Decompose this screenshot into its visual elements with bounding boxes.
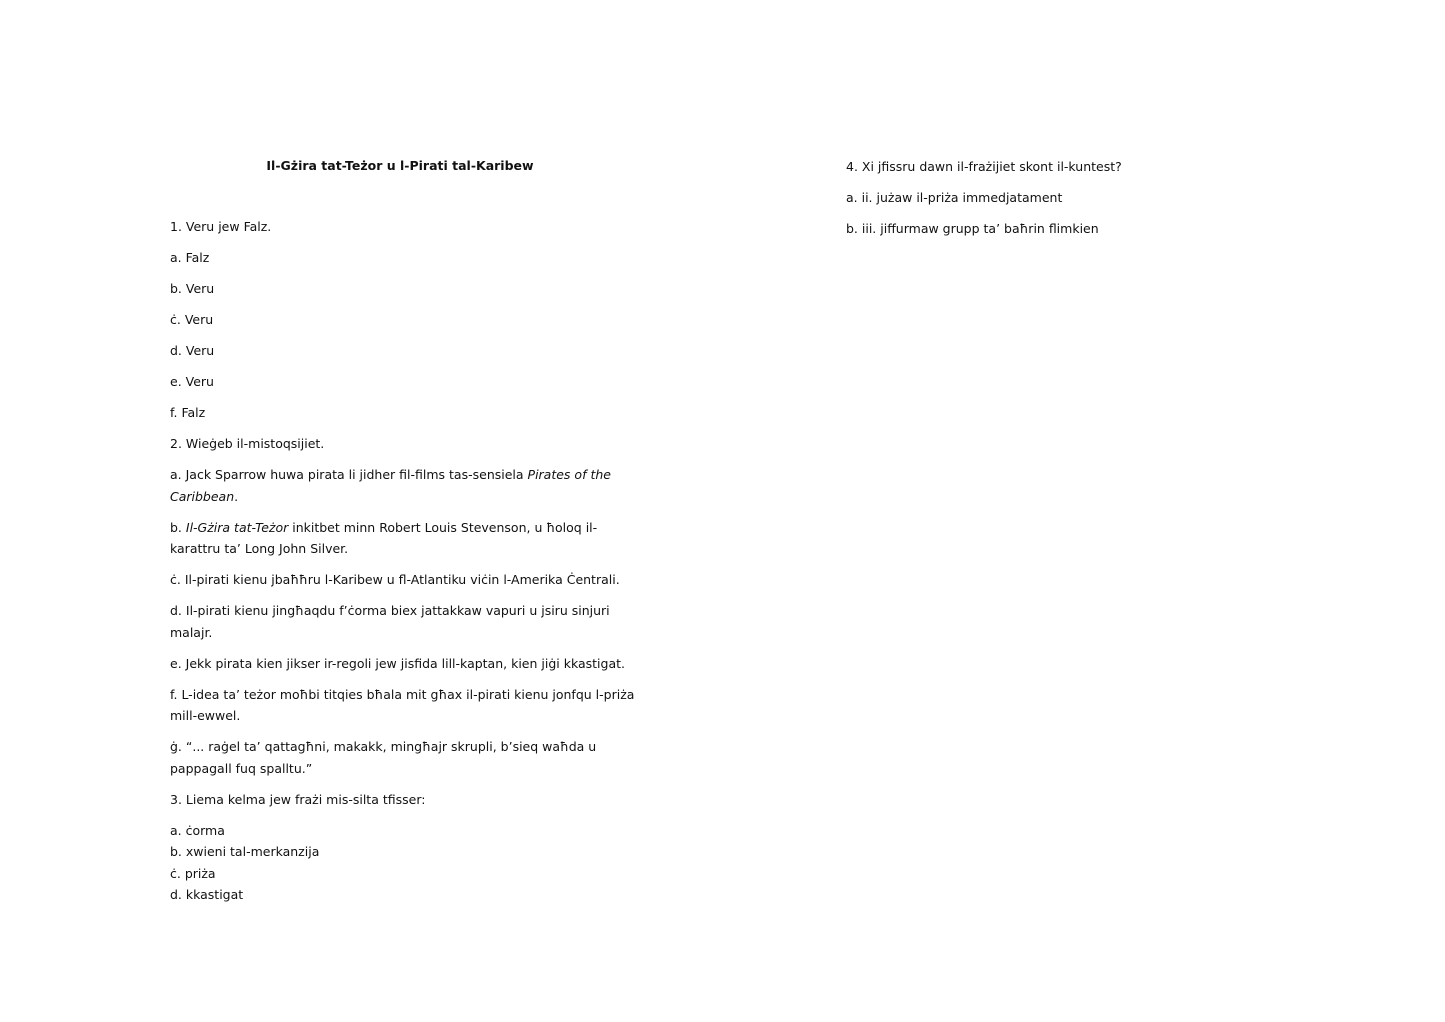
answer-2b [170,517,640,560]
answer-2b-prefix: b. [170,519,186,535]
answer-1e: e. Veru [170,374,214,389]
item-3b: b. xwieni tal-merkanzija [170,844,320,859]
answer-1a: a. Falz [170,250,210,265]
answer-2d: d. Il-pirati kienu jingħaqdu f’ċorma biex jattakkaw vapuri u jsiru sinjuri malajr. [170,603,610,640]
section-3 [170,789,640,906]
answer-2a-end: . [234,488,239,504]
question-4: 4. Xi jfissru dawn il-frażijiet skont il-kuntest? [846,159,1122,174]
question-2: 2. Wieġeb il-mistoqsijiet. [170,436,325,451]
answer-1f: f. Falz [170,405,206,420]
item-3c: ċ. priża [170,865,216,881]
answer-2a [170,464,640,507]
question-3: 3. Liema kelma jew frażi mis-silta tfisser: [170,791,426,807]
answer-2b-italic: Il-Gżira tat-Teżor [185,519,289,535]
answer-1c: ċ. Veru [170,312,214,327]
answer-2f: f. L-idea ta’ teżor moħbi titqies bħala mit għax il-pirati kienu jonfqu l-priża mill-ewwel. [170,686,635,723]
section-2 [170,433,640,779]
answer-2c: ċ. Il-pirati kienu jbaħħru l-Karibew u fl-Atlantiku viċin l-Amerika Ċentrali. [170,572,620,587]
item-3d: d. kkastigat [170,887,244,902]
document-title: Il-Gżira tat-Teżor u l-Pirati tal-Karibew [266,158,534,173]
answer-2a-italic: Pirates of the Caribbean [170,467,611,504]
item-3a: a. ċorma [170,822,225,838]
left-column [170,156,640,906]
answer-4a: a. ii. jużaw il-priża immedjatament [846,190,1063,205]
section-1 [170,216,640,424]
answer-2g: ġ. “... raġel ta’ qattagħni, makakk, mingħajr skrupli, b’sieq waħda u pappagall fuq spalltu.” [170,739,597,776]
answer-1b: b. Veru [170,281,215,296]
answer-2e: e. Jekk pirata kien jikser ir-regoli jew jisfida lill-kaptan, kien jiġi kkastigat. [170,655,625,671]
question-1: 1. Veru jew Falz. [170,219,272,234]
answer-2b-text: inkitbet minn Robert Louis Stevenson, u ħoloq il-karattru ta’ Long John Silver. [170,519,598,556]
section-4 [846,156,1326,240]
answer-1d: d. Veru [170,343,215,358]
answer-2a-text: a. Jack Sparrow huwa pirata li jidher fil-films tas-sensiela [170,467,528,482]
answer-4b: b. iii. jiffurmaw grupp ta’ baħrin flimkien [846,221,1099,236]
right-column [846,156,1326,249]
